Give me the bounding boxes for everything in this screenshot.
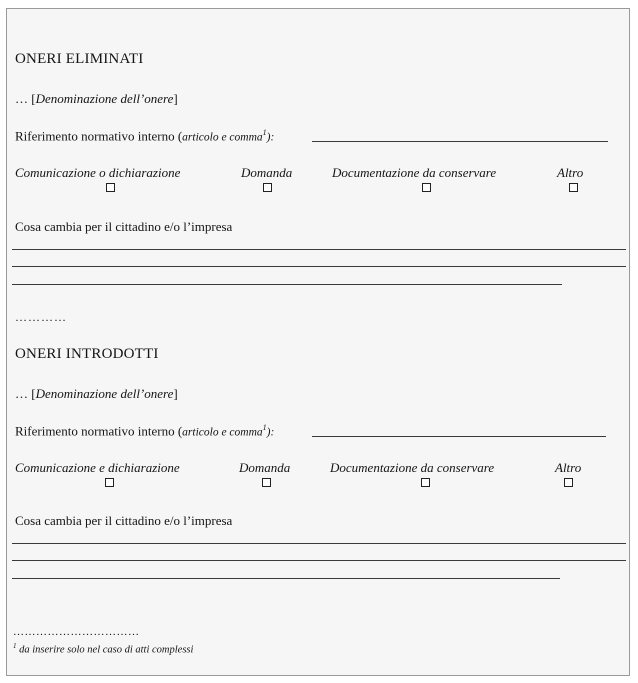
option-label-communication: Comunicazione o dichiarazione	[15, 165, 181, 180]
option-label-documentation: Documentazione da conservare	[330, 460, 495, 475]
section-title-eliminated: ONERI ELIMINATI	[15, 51, 144, 67]
option-label-application: Domanda	[239, 460, 291, 475]
change-description-line-1[interactable]	[12, 249, 626, 250]
footnote	[13, 642, 193, 656]
option-label-other: Altro	[557, 165, 584, 180]
footnote-separator: ……………………………	[13, 626, 140, 638]
normative-reference-label: Riferimento normativo interno (articolo e comma$^1$):	[15, 423, 275, 439]
burden-name-line: … [Denominazione dell’onere]	[15, 91, 178, 106]
change-description-label: Cosa cambia per il cittadino e/o l’impresa	[15, 513, 233, 528]
checkbox-other[interactable]	[569, 183, 578, 192]
checkbox-application[interactable]	[262, 478, 271, 487]
checkbox-communication[interactable]	[105, 478, 114, 487]
option-label-documentation: Documentazione da conservare	[332, 165, 497, 180]
change-description-line-2[interactable]	[12, 266, 626, 267]
continuation-dots: …………	[15, 310, 67, 324]
option-label-application: Domanda	[241, 165, 293, 180]
burden-name-line: … [Denominazione dell’onere]	[15, 386, 178, 401]
checkbox-documentation[interactable]	[422, 183, 431, 192]
checkbox-other[interactable]	[564, 478, 573, 487]
option-label-communication: Comunicazione e dichiarazione	[15, 460, 180, 475]
normative-reference-label: Riferimento normativo interno (articolo e comma$^1$):	[15, 128, 275, 144]
change-description-label: Cosa cambia per il cittadino e/o l’impresa	[15, 219, 233, 234]
footnote-text: da inserire solo nel caso di atti complessi	[19, 644, 194, 656]
change-description-line-3[interactable]	[12, 578, 560, 579]
burden-name-placeholder: Denominazione dell’onere	[35, 91, 174, 106]
option-label-other: Altro	[555, 460, 582, 475]
normative-reference-field[interactable]	[312, 436, 606, 437]
change-description-line-3[interactable]	[12, 284, 562, 285]
section-title-introduced: ONERI INTRODOTTI	[15, 346, 159, 362]
checkbox-application[interactable]	[263, 183, 272, 192]
normative-reference-field[interactable]	[312, 141, 608, 142]
checkbox-communication[interactable]	[106, 183, 115, 192]
change-description-line-2[interactable]	[12, 560, 626, 561]
checkbox-documentation[interactable]	[421, 478, 430, 487]
footnote-marker: 1	[13, 642, 17, 650]
change-description-line-1[interactable]	[12, 543, 626, 544]
burden-name-placeholder: Denominazione dell’onere	[35, 386, 174, 401]
form-frame	[6, 8, 630, 676]
